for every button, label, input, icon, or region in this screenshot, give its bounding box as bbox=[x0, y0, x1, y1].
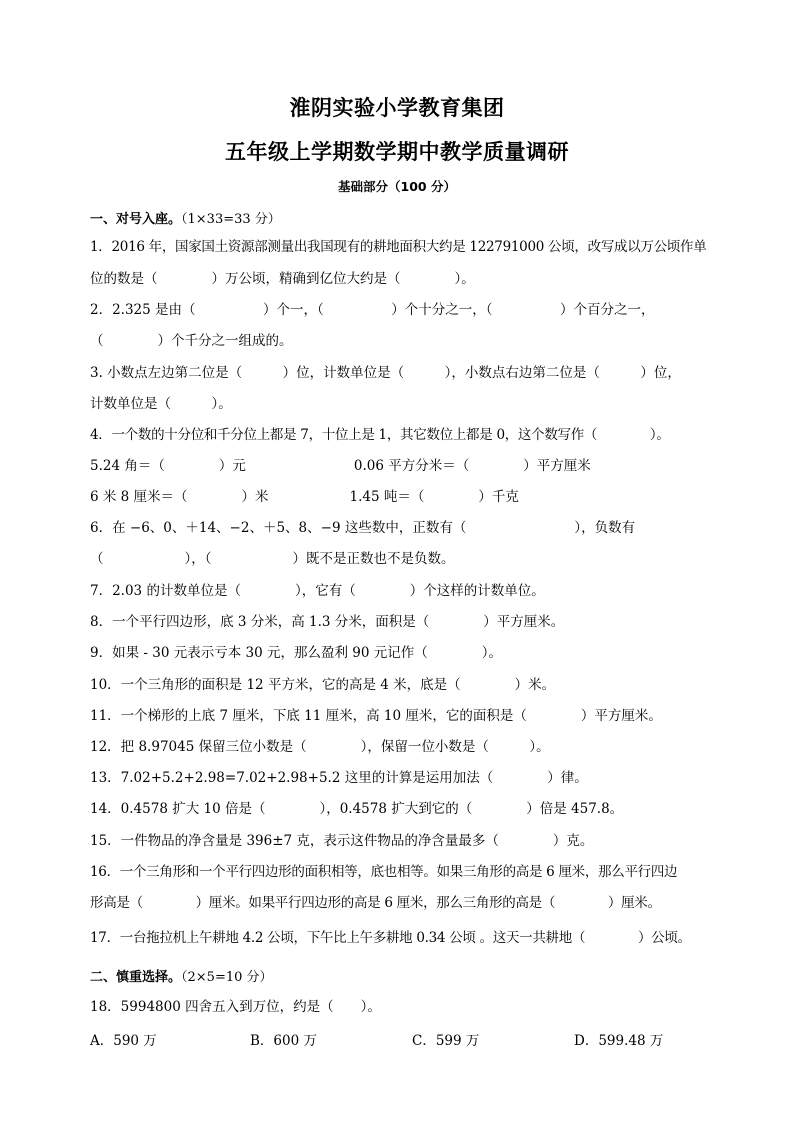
question-line: 2．2.325 是由（ ）个一，（ ）个十分之一，（ ）个百分之一， bbox=[90, 302, 655, 318]
question-line: 位的数是（ ）万公顷，精确到亿位大约是（ ）。 bbox=[90, 271, 475, 287]
exam-title: 五年级上学期数学期中教学质量调研 bbox=[225, 140, 569, 164]
question-line: 12．把 8.97045 保留三位小数是（ ），保留一位小数是（ ）。 bbox=[90, 739, 550, 755]
option-a: A．590 万 bbox=[90, 1033, 157, 1049]
question-line: 16．一个三角形和一个平行四边形的面积相等，底也相等。如果三角形的高是 6 厘米，那么平行四边 bbox=[90, 864, 678, 880]
question-line: 10．一个三角形的面积是 12 平方米，它的高是 4 米，底是（ ）米。 bbox=[90, 677, 556, 693]
question-line: （ ），（ ）既不是正数也不是负数。 bbox=[90, 551, 455, 567]
question-line: 计数单位是（ ）。 bbox=[90, 396, 232, 412]
question-line: 11．一个梯形的上底 7 厘米，下底 11 厘米，高 10 厘米，它的面积是（ ）平方厘米。 bbox=[90, 708, 662, 724]
question-line: 9．如果 - 30 元表示亏本 30 元，那么盈利 90 元记作（ ）。 bbox=[90, 645, 502, 661]
question-line: 15．一件物品的净含量是 396±7 克，表示这件物品的净含量最多（ ）克。 bbox=[90, 833, 594, 849]
section-2-heading bbox=[90, 966, 273, 985]
question-line: 1．2016 年，国家国土资源部测量出我国现有的耕地面积大约是 122791000 公顷，改写成以万公顷作单 bbox=[90, 239, 707, 255]
school-name: 淮阴实验小学教育集团 bbox=[289, 96, 505, 120]
option-c: C．599 万 bbox=[412, 1033, 480, 1049]
question-line: 7．2.03 的计数单位是（ ），它有（ ）个这样的计数单位。 bbox=[90, 583, 545, 599]
question-line: （ ）个千分之一组成的。 bbox=[90, 333, 293, 349]
part-label: 基础部分（100 分） bbox=[338, 179, 456, 194]
question-line: 13．7.02+5.2+2.98=7.02+2.98+5.2 这里的计算是运用加法（ ）律。 bbox=[90, 770, 588, 786]
option-d: D．599.48 万 bbox=[574, 1033, 664, 1049]
question-line: 4．一个数的十分位和千分位上都是 7，十位上是 1，其它数位上都是 0，这个数写作（ ）。 bbox=[90, 427, 670, 443]
question-line: 6 米 8 厘米＝（ ）米 1.45 吨＝（ ）千克 bbox=[90, 489, 519, 505]
section-1-score: （1×33=33 分） bbox=[181, 212, 281, 227]
question-line: 形高是（ ）厘米。如果平行四边形的高是 6 厘米，那么三角形的高是（ ）厘米。 bbox=[90, 895, 661, 911]
question-line: 17．一台拖拉机上午耕地 4.2 公顷，下午比上午多耕地 0.34 公顷 。这天一共耕地（ ）公顷。 bbox=[90, 930, 691, 946]
question-line: 14．0.4578 扩大 10 倍是（ ），0.4578 扩大到它的（ ）倍是 457.8。 bbox=[90, 801, 624, 817]
question-18: 18．5994800 四舍五入到万位，约是（ ）。 bbox=[90, 999, 381, 1015]
section-2-title: 二、慎重选择。 bbox=[90, 970, 182, 985]
section-1-title: 一、对号入座。 bbox=[90, 212, 182, 227]
section-2-score: （2×5=10 分） bbox=[181, 970, 273, 985]
question-line: 5.24 角＝（ ）元 0.06 平方分米＝（ ）平方厘米 bbox=[90, 458, 591, 474]
section-1-heading bbox=[90, 208, 281, 227]
option-b: B．600 万 bbox=[250, 1033, 317, 1049]
question-line: 3. 小数点左边第二位是（ ）位，计数单位是（ ），小数点右边第二位是（ ）位， bbox=[90, 365, 681, 381]
question-line: 8．一个平行四边形，底 3 分米，高 1.3 分米，面积是（ ）平方厘米。 bbox=[90, 614, 565, 630]
question-line: 6．在 −6、0、＋14、−2、＋5、8、−9 这些数中，正数有（ ），负数有 bbox=[90, 520, 636, 536]
